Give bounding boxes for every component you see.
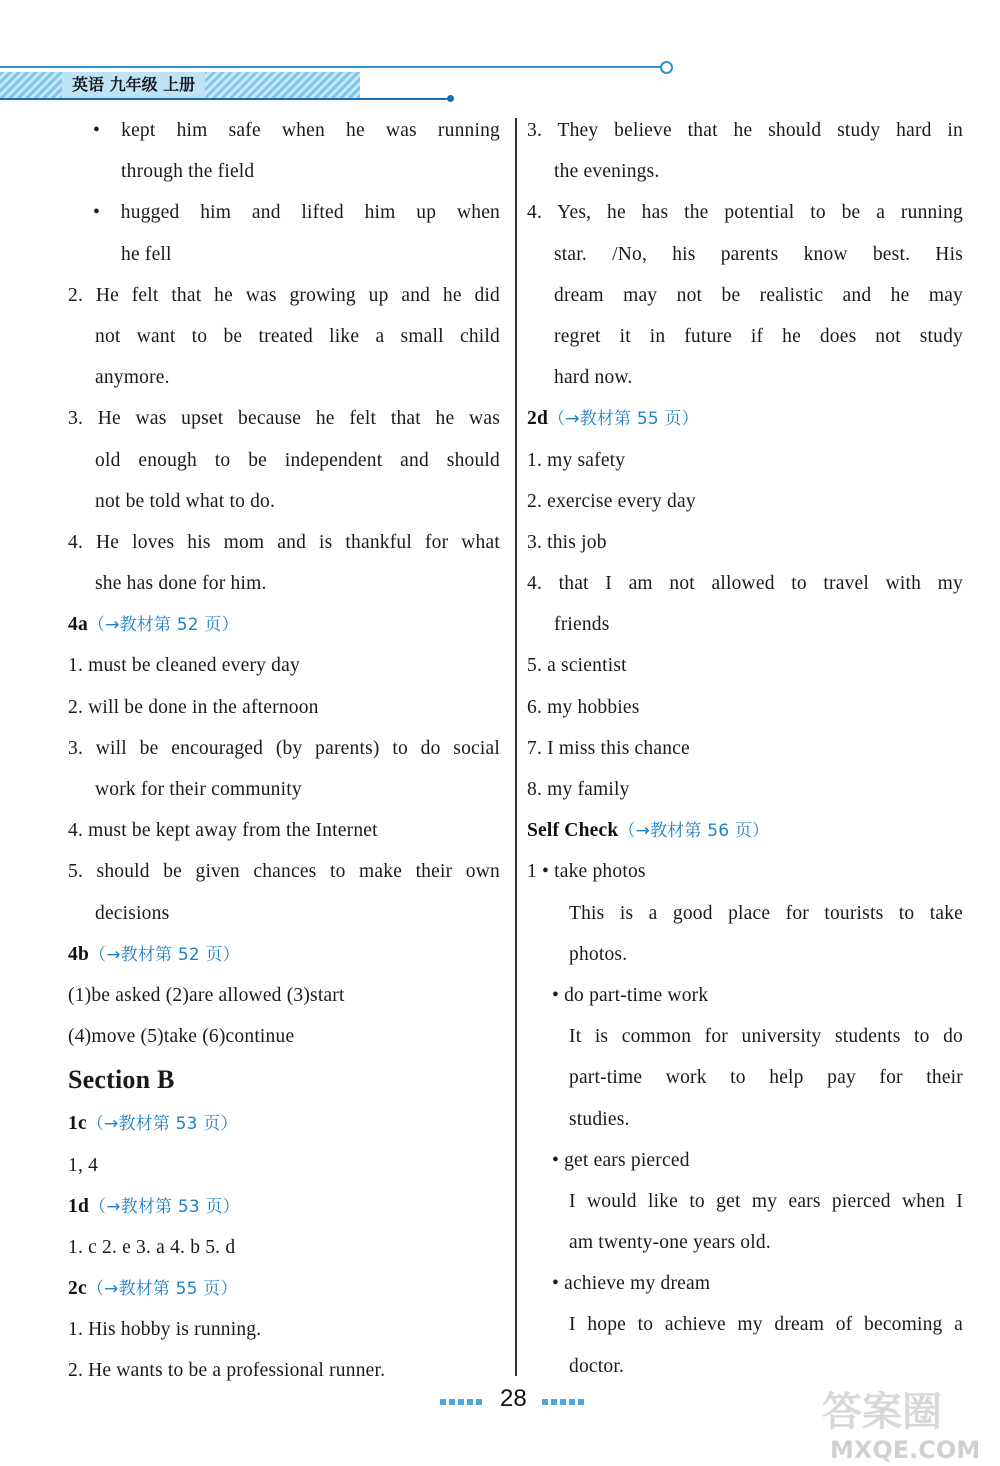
answer-line: studies. [569, 1108, 630, 1130]
exercise-heading [68, 1268, 500, 1309]
answer-line: 2. He wants to be a professional runner. [68, 1360, 386, 1382]
answer-line: 1, 4 [68, 1154, 99, 1176]
textbook-page-reference: （→教材第 55 页） [86, 1279, 238, 1300]
answer-line: This is a good place for tourists to take [569, 902, 963, 924]
book-title: 英语 九年级 上册 [62, 72, 205, 98]
answer-line: 4. that I am not allowed to travel with my [527, 573, 963, 595]
answer-line: anymore. [95, 367, 170, 389]
answer-line: 1. His hobby is running. [68, 1319, 262, 1341]
header-rule-endpoint [660, 61, 673, 74]
answer-line: It is common for university students to do [569, 1026, 963, 1048]
answer-line: am twenty-one years old. [569, 1232, 771, 1254]
answer-line: he fell [121, 243, 172, 265]
left-column [68, 110, 500, 1392]
textbook-page-reference: （→教材第 52 页） [89, 944, 240, 965]
answer-line: 5. should be given chances to make their own [68, 861, 500, 883]
exercise-heading [68, 1186, 500, 1227]
answer-line: old enough to be independent and should [95, 449, 500, 471]
answer-line: star. /No, his parents know best. His [554, 243, 963, 265]
answer-line: 3. They believe that he should study hard in [527, 120, 963, 141]
answer-line: • get ears pierced [552, 1149, 690, 1171]
answer-line: through the field [121, 161, 255, 183]
answer-line: 3. this job [527, 531, 607, 553]
exercise-label: 1c [68, 1113, 87, 1135]
footer-decoration-right [542, 1399, 587, 1405]
footer-decoration-left [440, 1399, 485, 1405]
answer-line: dream may not be realistic and he may [554, 284, 963, 306]
answer-line: • hugged him and lifted him up when [93, 202, 500, 224]
answer-line: 7. I miss this chance [527, 737, 690, 759]
exercise-heading [68, 604, 500, 645]
answer-line: 3. He was upset because he felt that he was [68, 408, 500, 430]
exercise-heading [68, 934, 500, 975]
answer-line: I hope to achieve my dream of becoming a [569, 1314, 963, 1336]
answer-line: decisions [95, 902, 170, 924]
answer-line: the evenings. [554, 161, 660, 183]
answer-line: 5. a scientist [527, 655, 627, 677]
answer-line: 3. will be encouraged (by parents) to do social [68, 737, 500, 759]
answer-line: I would like to get my ears pierced when I [569, 1190, 963, 1212]
answer-line: hard now. [554, 367, 633, 389]
answer-line: • kept him safe when he was running [93, 120, 500, 141]
exercise-label: 2d [527, 408, 548, 430]
textbook-page-reference: （→教材第 55 页） [548, 409, 699, 430]
exercise-label: 4a [68, 614, 88, 636]
textbook-page-reference: （→教材第 52 页） [87, 615, 239, 636]
exercise-label: 1d [68, 1195, 89, 1217]
answer-line: 1. my safety [527, 449, 626, 471]
answer-line: (4)move (5)take (6)continue [68, 1026, 295, 1048]
page-number: 28 [500, 1385, 527, 1412]
answer-line: 4. Yes, he has the potential to be a running [527, 202, 963, 224]
exercise-heading [527, 810, 963, 851]
right-column [527, 110, 963, 1387]
watermark-logo: 答案圈 [822, 1389, 942, 1435]
answer-line: • do part-time work [552, 984, 709, 1006]
exercise-heading [527, 398, 963, 439]
answer-line: not want to be treated like a small child [95, 325, 500, 347]
answer-line: 1. c 2. e 3. a 4. b 5. d [68, 1236, 236, 1258]
answer-line: not be told what to do. [95, 490, 276, 512]
answer-line: 8. my family [527, 779, 630, 800]
exercise-label: 2c [68, 1278, 87, 1300]
answer-line: she has done for him. [95, 573, 267, 595]
answer-line: 2. will be done in the afternoon [68, 696, 319, 718]
header-rule-bottom [0, 98, 450, 100]
watermark-url: MXQE.COM [830, 1436, 981, 1464]
header-rule-dot [447, 95, 454, 102]
textbook-page-reference: （→教材第 53 页） [89, 1196, 240, 1217]
answer-line: 2. exercise every day [527, 490, 696, 512]
answer-line: 2. He felt that he was growing up and he did [68, 284, 500, 306]
answer-line: • achieve my dream [552, 1273, 711, 1295]
answer-line: part-time work to help pay for their [569, 1067, 963, 1089]
answer-line: 4. He loves his mom and is thankful for what [68, 531, 500, 553]
answer-line: 1. must be cleaned every day [68, 655, 300, 677]
answer-line: (1)be asked (2)are allowed (3)start [68, 984, 345, 1006]
column-divider [515, 118, 517, 1376]
page-header [0, 58, 680, 108]
textbook-page-reference: （→教材第 56 页） [618, 821, 770, 842]
section-title: Section B [68, 1065, 175, 1095]
textbook-page-reference: （→教材第 53 页） [86, 1114, 238, 1135]
answer-line: 4. must be kept away from the Internet [68, 820, 378, 842]
answer-line: photos. [569, 943, 628, 965]
answer-line: 6. my hobbies [527, 696, 640, 718]
exercise-heading [68, 1103, 500, 1144]
answer-line: friends [554, 614, 610, 636]
exercise-label: Self Check [527, 820, 619, 842]
answer-line: work for their community [95, 779, 302, 800]
answer-line: regret it in future if he does not study [554, 325, 963, 347]
exercise-label: 4b [68, 943, 89, 965]
header-rule-top [0, 66, 662, 68]
answer-line: 1 • take photos [527, 861, 646, 883]
answer-line: doctor. [569, 1355, 625, 1377]
